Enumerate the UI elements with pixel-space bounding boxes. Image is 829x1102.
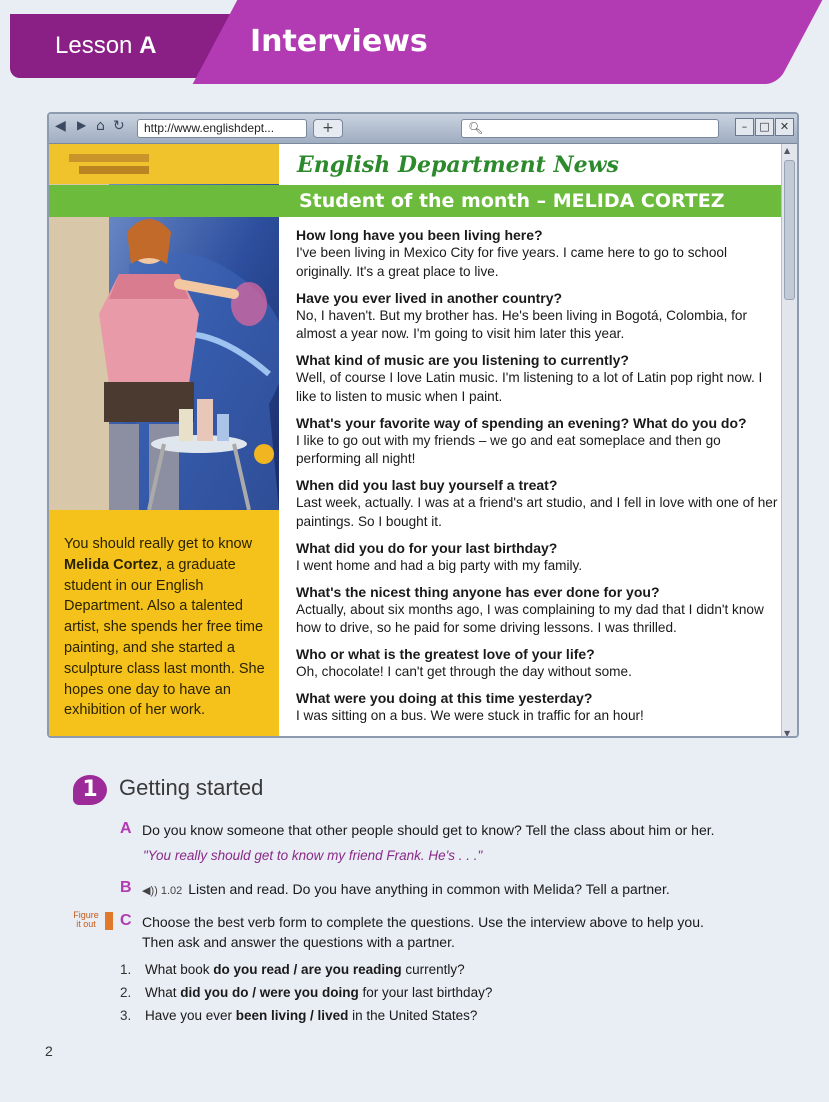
section-title: Getting started [119,775,264,800]
verb-choice[interactable]: do you read / are you reading [213,962,402,977]
interview-question: When did you last buy yourself a treat? [296,477,558,494]
interview-question: What did you do for your last birthday? [296,539,558,556]
refresh-icon[interactable]: ↻ [113,118,125,134]
interview-question: What kind of music are you listening to currently? [296,352,629,369]
interview-question: How long have you been living here? [296,227,543,243]
qa-item [296,289,780,344]
interview-question: What's your favorite way of spending an evening? What do you do? [296,414,747,431]
item-text: Have you ever [145,1008,236,1023]
example-quote: "You really should get to know my friend Frank. He's . . ." [143,848,483,863]
verb-choice[interactable]: did you do / were you doing [180,985,359,1000]
scrollbar-thumb[interactable] [784,160,795,300]
back-icon[interactable]: ◀ [55,118,66,134]
home-icon[interactable]: ⌂ [96,118,105,134]
maximize-icon[interactable]: □ [755,118,774,136]
profile-column [49,144,279,738]
close-icon[interactable]: ✕ [775,118,794,136]
qa-item [296,539,780,576]
list-item [120,1008,492,1031]
page-number: 2 [45,1043,53,1059]
item-text: What [145,985,181,1000]
item-text: What book [145,962,214,977]
qa-item [296,689,780,726]
exercise-c: C Choose the best verb form to complete the questions. Use the interview above to help you. Then ask and answer the questions with a partner. [120,912,704,950]
page-title: Interviews [250,24,428,59]
qa-item [296,645,780,682]
interview-answer: I've been living in Mexico City for five years. I came here to go to school originally. It's a great place to live. [296,245,727,279]
qa-item [296,414,780,469]
list-item [120,962,492,985]
interview-answer: Oh, chocolate! I can't get through the day without some. [296,664,632,680]
interview-question: What's the nicest thing anyone has ever done for you? [296,583,660,600]
forward-icon[interactable]: ▶ [77,118,87,132]
student-banner: Student of the month – MELIDA CORTEZ [49,185,783,217]
exercise-a: A Do you know someone that other people should get to know? Tell the class about him or her. [120,820,715,838]
browser-toolbar [49,114,797,144]
item-text: currently? [401,962,465,977]
new-tab-button[interactable]: + [313,119,343,138]
item-text: for your last birthday? [358,985,493,1000]
address-bar[interactable]: http://www.englishdept... [137,119,307,138]
interview-answer: I went home and had a big party with my family. [296,557,583,573]
search-icon: 🔍︎ [468,121,484,135]
lesson-label: Lesson A [55,32,157,59]
audio-icon[interactable]: ◀)) 1.02 [142,885,183,897]
qa-item [296,583,780,638]
scroll-up-icon[interactable]: ▲ [784,146,791,155]
interview-question: Who or what is the greatest love of your life? [296,646,595,663]
qa-item [296,226,780,281]
news-title: English Department News [297,152,619,178]
student-name: Melida Cortez [64,556,159,573]
verb-choice[interactable]: been living / lived [235,1008,349,1023]
qa-item [296,351,780,406]
interview-question: Have you ever lived in another country? [296,289,563,306]
figure-it-out-badge: Figure it out [68,911,104,929]
question-list [120,962,492,1031]
item-number: 3. [120,1008,132,1023]
list-item [120,985,492,1008]
interview-answer: Actually, about six months ago, I was complaining to my dad that I didn't know how to drive, so he paid for some driving lessons. I was thrilled. [296,601,764,636]
interview-question: What were you doing at this time yesterday? [296,690,593,707]
item-text: in the United States? [348,1008,478,1023]
exercise-b: B ◀)) 1.02 Listen and read. Do you have anything in common with Melida? Tell a partner. [120,879,670,897]
scrollbar[interactable] [781,144,797,738]
profile-description: You should really get to know Melida Cortez, a graduate student in our English Department. Also a talented artist, she spends her free time painting, and she started a sculpture class last month. She hopes one day to have an exhibition of her work. [49,510,279,738]
section-number: 1 [73,775,107,805]
interview-answer: Well, of course I love Latin music. I'm listening to a lot of Latin pop right now. I like to listen to music when I paint. [296,370,763,404]
item-number: 2. [120,985,132,1000]
interview-answer: Last week, actually. I was at a friend's art studio, and I fell in love with one of her paintings. So I bought it. [296,495,778,529]
news-header [279,144,783,184]
qa-item [296,476,780,531]
interview-qa [296,226,780,733]
minimize-icon[interactable]: – [735,118,754,136]
lesson-banner [10,14,800,80]
search-input[interactable] [461,119,719,138]
interview-answer: I like to go out with my friends – we go and eat someplace and then go performing all night! [296,432,721,467]
interview-answer: No, I haven't. But my brother has. He's been living in Bogotá, Colombia, for almost a year now. I'm going to visit him later this year. [296,307,747,342]
scroll-down-icon[interactable]: ▼ [784,729,791,738]
browser-window [47,112,799,738]
interview-answer: I was sitting on a bus. We were stuck in traffic for an hour! [296,708,644,724]
item-number: 1. [120,962,132,977]
